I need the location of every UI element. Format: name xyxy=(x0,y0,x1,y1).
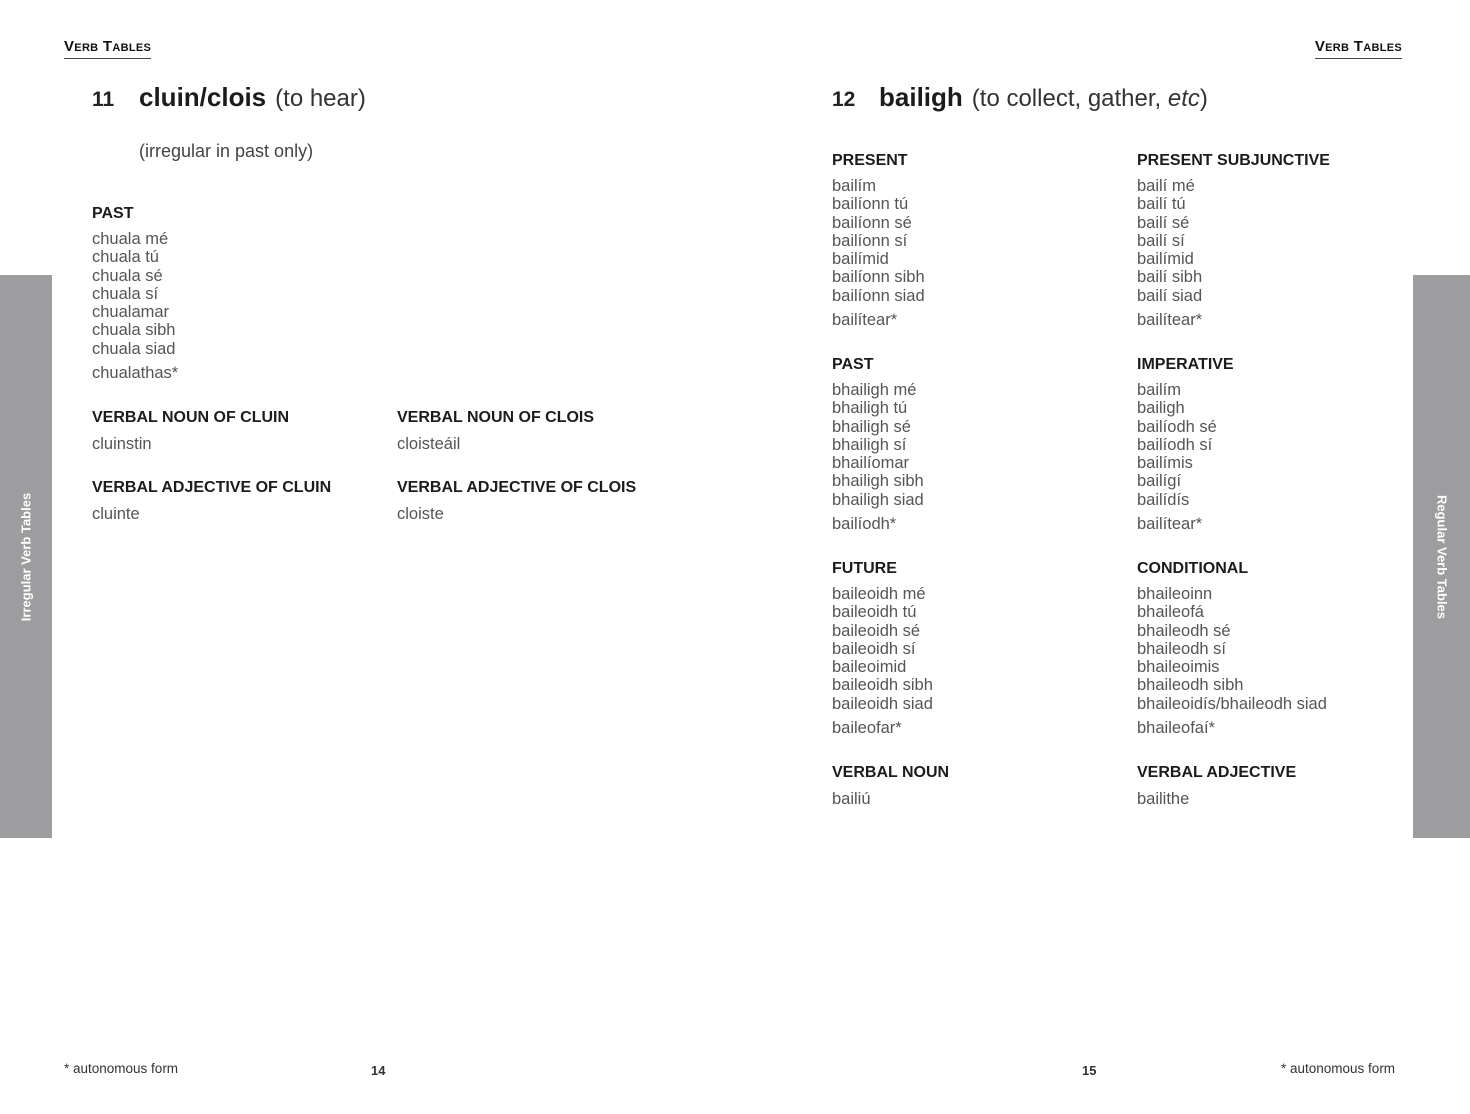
verbal-adjective-value: bailithe xyxy=(1137,790,1190,808)
autonomous-form: bhaileofaí* xyxy=(1137,719,1215,738)
verbal-noun-value: cluinstin xyxy=(92,435,152,453)
autonomous-form: baileofar* xyxy=(832,719,902,738)
verb-form: baileoidh sé xyxy=(832,621,921,640)
verb-form: chuala siad xyxy=(92,339,176,358)
verbal-adjective-value: cloiste xyxy=(397,505,444,523)
verb-number: 11 xyxy=(92,88,115,111)
verb-form: bailí sé xyxy=(1137,213,1190,232)
verb-form: bailígí xyxy=(1137,472,1182,491)
verb-form: bailíonn tú xyxy=(832,195,909,214)
verb-form: chualamar xyxy=(92,303,170,322)
verb-form: bailímid xyxy=(1137,250,1194,269)
form-list xyxy=(1137,177,1330,305)
verb-form: bailíonn siad xyxy=(832,286,925,305)
verb-form: bailí sibh xyxy=(1137,268,1203,287)
section-title: PAST xyxy=(92,205,134,222)
section-past xyxy=(832,355,924,533)
verb-form: bailíodh sí xyxy=(1137,435,1213,454)
form-list xyxy=(832,177,925,305)
section-past xyxy=(92,204,178,382)
verb-form: bailíodh sé xyxy=(1137,417,1217,436)
verb-form: bhaileoimis xyxy=(1137,658,1220,677)
section-title: IMPERATIVE xyxy=(1137,356,1234,373)
section-verbal-noun-clois xyxy=(397,408,594,454)
verb-form: chuala sé xyxy=(92,266,163,285)
autonomous-form: bailíodh* xyxy=(832,515,897,534)
verb-form: bailím xyxy=(832,177,877,195)
verb-form: baileoidh mé xyxy=(832,585,926,603)
section-title: VERBAL ADJECTIVE OF CLUIN xyxy=(92,479,332,496)
verb-form: baileoidh sibh xyxy=(832,676,933,695)
verb-form: bhaileoinn xyxy=(1137,585,1213,603)
side-tab-label: Regular Verb Tables xyxy=(1434,494,1449,619)
verb-name: cluin/clois xyxy=(139,82,267,112)
verb-form: bailím xyxy=(1137,381,1182,399)
verb-form: baileoidh tú xyxy=(832,603,917,622)
running-head: Verb Tables xyxy=(1315,38,1402,59)
verb-heading xyxy=(92,82,366,116)
side-tab-irregular[interactable] xyxy=(0,275,52,838)
verb-form: bailídís xyxy=(1137,490,1190,509)
verb-gloss xyxy=(972,85,1208,113)
verb-name: bailigh xyxy=(879,82,963,112)
verb-form: bailí tú xyxy=(1137,195,1186,214)
section-title: VERBAL NOUN OF CLOIS xyxy=(397,409,595,426)
form-list xyxy=(1137,585,1327,713)
side-tab-label: Irregular Verb Tables xyxy=(18,492,34,621)
page-number: 14 xyxy=(371,1063,386,1078)
right-page xyxy=(735,0,1470,1114)
verb-form: chuala tú xyxy=(92,248,159,267)
section-title: PAST xyxy=(832,356,874,373)
verb-form: bailí sí xyxy=(1137,231,1185,250)
verb-number: 12 xyxy=(832,88,856,111)
page-number: 15 xyxy=(1082,1063,1097,1078)
section-conditional xyxy=(1137,559,1327,737)
verb-form: bailíonn sibh xyxy=(832,268,925,287)
footnote: * autonomous form xyxy=(64,1061,179,1076)
footnote: * autonomous form xyxy=(1281,1061,1396,1076)
verb-form: baileoidh sí xyxy=(832,639,916,658)
verb-form: chuala mé xyxy=(92,230,169,248)
verb-gloss: (to hear) xyxy=(275,85,366,112)
section-verbal-noun-cluin xyxy=(92,408,289,454)
verb-form: bhailigh siad xyxy=(832,490,924,509)
verb-form: bailíonn sí xyxy=(832,231,908,250)
verb-form: bhaileodh sí xyxy=(1137,639,1226,658)
autonomous-form: bailítear* xyxy=(832,311,898,330)
section-future xyxy=(832,559,933,737)
gloss-suffix: ) xyxy=(1199,85,1208,112)
verb-form: chuala sí xyxy=(92,284,159,303)
irregular-note: (irregular in past only) xyxy=(139,141,314,161)
verb-form: bhailigh sibh xyxy=(832,472,924,491)
verb-form: bailigh xyxy=(1137,399,1185,418)
verb-form: bhailigh mé xyxy=(832,381,917,399)
verb-form: bhaileoidís/bhaileodh siad xyxy=(1137,694,1327,713)
verb-form: bhailigh sé xyxy=(832,417,911,436)
side-tab-regular[interactable] xyxy=(1413,275,1470,838)
section-present-subjunctive xyxy=(1137,151,1330,329)
section-title: VERBAL NOUN OF CLUIN xyxy=(92,409,290,426)
section-imperative xyxy=(1137,355,1234,533)
verb-form: bhailíomar xyxy=(832,454,910,473)
verb-form: bailímid xyxy=(832,250,889,269)
section-verbal-adjective-clois xyxy=(397,478,636,524)
verbal-adjective-value: cluinte xyxy=(92,505,140,523)
gloss-etc: etc xyxy=(1167,85,1200,112)
gloss-prefix: (to collect, gather, xyxy=(971,85,1168,112)
verb-form: baileoimid xyxy=(832,658,907,677)
verb-heading xyxy=(832,82,1208,116)
section-title: VERBAL ADJECTIVE xyxy=(1137,764,1297,781)
section-title: PRESENT xyxy=(832,152,908,169)
verb-form: bhailigh sí xyxy=(832,435,907,454)
form-list xyxy=(92,230,178,358)
section-verbal-adjective xyxy=(1137,763,1296,809)
verb-form: bhailigh tú xyxy=(832,399,908,418)
section-verbal-adjective-cluin xyxy=(92,478,331,524)
section-present xyxy=(832,151,925,329)
verb-form: bailímis xyxy=(1137,454,1193,473)
verb-form: baileoidh siad xyxy=(832,694,933,713)
verb-form: bailí siad xyxy=(1137,286,1203,305)
section-title: CONDITIONAL xyxy=(1137,560,1249,577)
section-title: FUTURE xyxy=(832,560,897,577)
verb-form: bhaileodh sé xyxy=(1137,621,1231,640)
section-verbal-noun xyxy=(832,763,949,809)
autonomous-form: bailítear* xyxy=(1137,311,1203,330)
verb-form: bailí mé xyxy=(1137,177,1195,195)
section-title: VERBAL ADJECTIVE OF CLOIS xyxy=(397,479,637,496)
autonomous-form: bailítear* xyxy=(1137,515,1203,534)
running-head: Verb Tables xyxy=(64,38,151,59)
section-title: PRESENT SUBJUNCTIVE xyxy=(1137,152,1330,169)
verb-form: bhaileodh sibh xyxy=(1137,676,1244,695)
verbal-noun-value: bailiú xyxy=(832,790,871,808)
section-title: VERBAL NOUN xyxy=(832,764,950,781)
verb-form: chuala sibh xyxy=(92,321,176,340)
verbal-noun-value: cloisteáil xyxy=(397,435,461,453)
autonomous-form: chualathas* xyxy=(92,364,179,383)
form-list xyxy=(1137,381,1234,509)
form-list xyxy=(832,381,924,509)
verb-form: bailíonn sé xyxy=(832,213,912,232)
form-list xyxy=(832,585,933,713)
verb-form: bhaileofá xyxy=(1137,603,1204,622)
